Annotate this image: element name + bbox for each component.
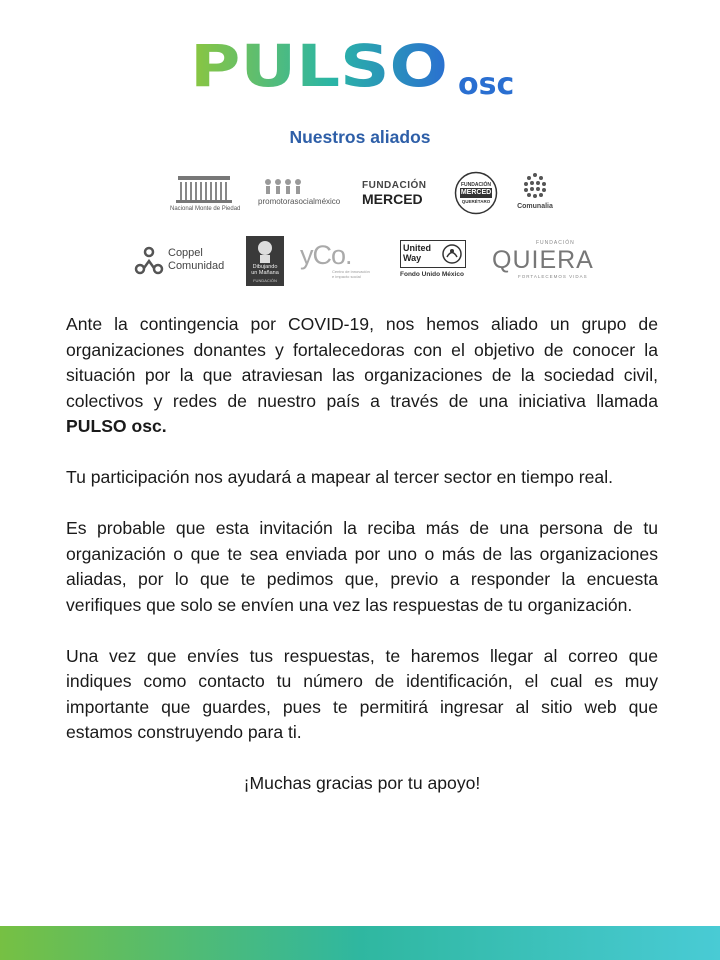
invitation-text	[66, 312, 658, 797]
partner-fundacion-quiera	[492, 240, 592, 282]
partner-name-line2: Comunidad	[168, 260, 225, 272]
partner-name-line2: Way	[403, 253, 422, 263]
hand-icon	[442, 244, 462, 264]
paragraph-intro	[66, 312, 658, 440]
partner-name-line1: FUNDACIÓN	[461, 182, 491, 188]
logo-sub-text: osc	[458, 67, 515, 98]
partner-name-line3: FUNDACIÓN	[253, 278, 277, 283]
partner-name: promotorasocialméxico	[258, 197, 341, 206]
partner-caption: FORTALECEMOS VIDAS	[518, 274, 588, 279]
partner-caption: Fondo Unido México	[400, 271, 464, 278]
partner-name-line2: un Mañana	[251, 270, 279, 276]
partner-name-line2: MERCED	[460, 189, 492, 196]
bottom-gradient-bar	[0, 926, 720, 960]
pulso-osc-logo	[0, 36, 720, 98]
partner-name: Nacional Monte de Piedad	[170, 206, 241, 212]
initiative-name: PULSO osc.	[66, 416, 167, 436]
building-columns-icon	[170, 172, 238, 206]
partner-united-way	[398, 240, 470, 282]
logo-main-text: PULSO	[190, 36, 448, 98]
partner-name-line1: Dibujando	[252, 264, 278, 270]
partner-dibujando-un-manana	[246, 236, 284, 286]
partner-name-line3: QUERÉTARO	[461, 199, 491, 204]
partner-fundacion-merced-queretaro	[454, 171, 498, 215]
dots-icon	[521, 172, 549, 200]
partner-fundacion-merced	[360, 180, 434, 210]
partner-name: Comunalia	[517, 203, 553, 210]
partner-name-line2: MERCED	[362, 191, 423, 207]
partner-name-top: FUNDACIÓN	[536, 240, 575, 246]
partner-name: yCo.	[300, 240, 352, 270]
partner-monte-de-piedad	[170, 172, 241, 218]
paragraph-participation: Tu participación nos ayudará a mapear al tercer sector en tiempo real.	[66, 467, 613, 487]
people-icon	[262, 178, 302, 198]
intro-text: Ante la contingencia por COVID-19, nos hemos aliado un grupo de organizaciones donantes y fortalecedoras con el objetivo de conocer la situación por la que atraviesan las organizaciones de la sociedad civil, colectivos y redes de nuestro país a través de una iniciativa llamada	[66, 314, 658, 411]
partner-promotora-social	[258, 178, 344, 214]
coppel-icon	[134, 245, 164, 277]
partner-name-line1: Coppel	[168, 247, 203, 259]
partner-name: QUIERA	[492, 246, 594, 274]
thanks-text: ¡Muchas gracias por tu apoyo!	[243, 773, 481, 793]
partner-comunalia	[515, 172, 555, 214]
partner-yco	[300, 240, 372, 280]
partner-name-line1: FUNDACIÓN	[362, 180, 427, 191]
child-icon	[246, 238, 284, 264]
partner-caption: Centro de innovación e impacto social	[332, 269, 370, 279]
allies-title: Nuestros aliados	[289, 127, 431, 147]
paragraph-identification: Una vez que envíes tus respuestas, te haremos llegar al correo que indiques como contacto tu número de identificación, el cual es muy importante que guardes, pues te permitirá ingresar al sitio web que estamos construyendo para ti.	[66, 645, 658, 742]
partner-coppel-comunidad	[134, 243, 234, 279]
paragraph-duplicate-notice: Es probable que esta invitación la reciba más de una persona de tu organización o que te sea enviada por uno o más de las organizaciones aliadas, por lo que te pedimos que, previo a responder la encuesta verifiques que solo se envíen una vez las respuestas de tu organización.	[66, 518, 658, 615]
partner-name-line1: United	[403, 243, 431, 253]
